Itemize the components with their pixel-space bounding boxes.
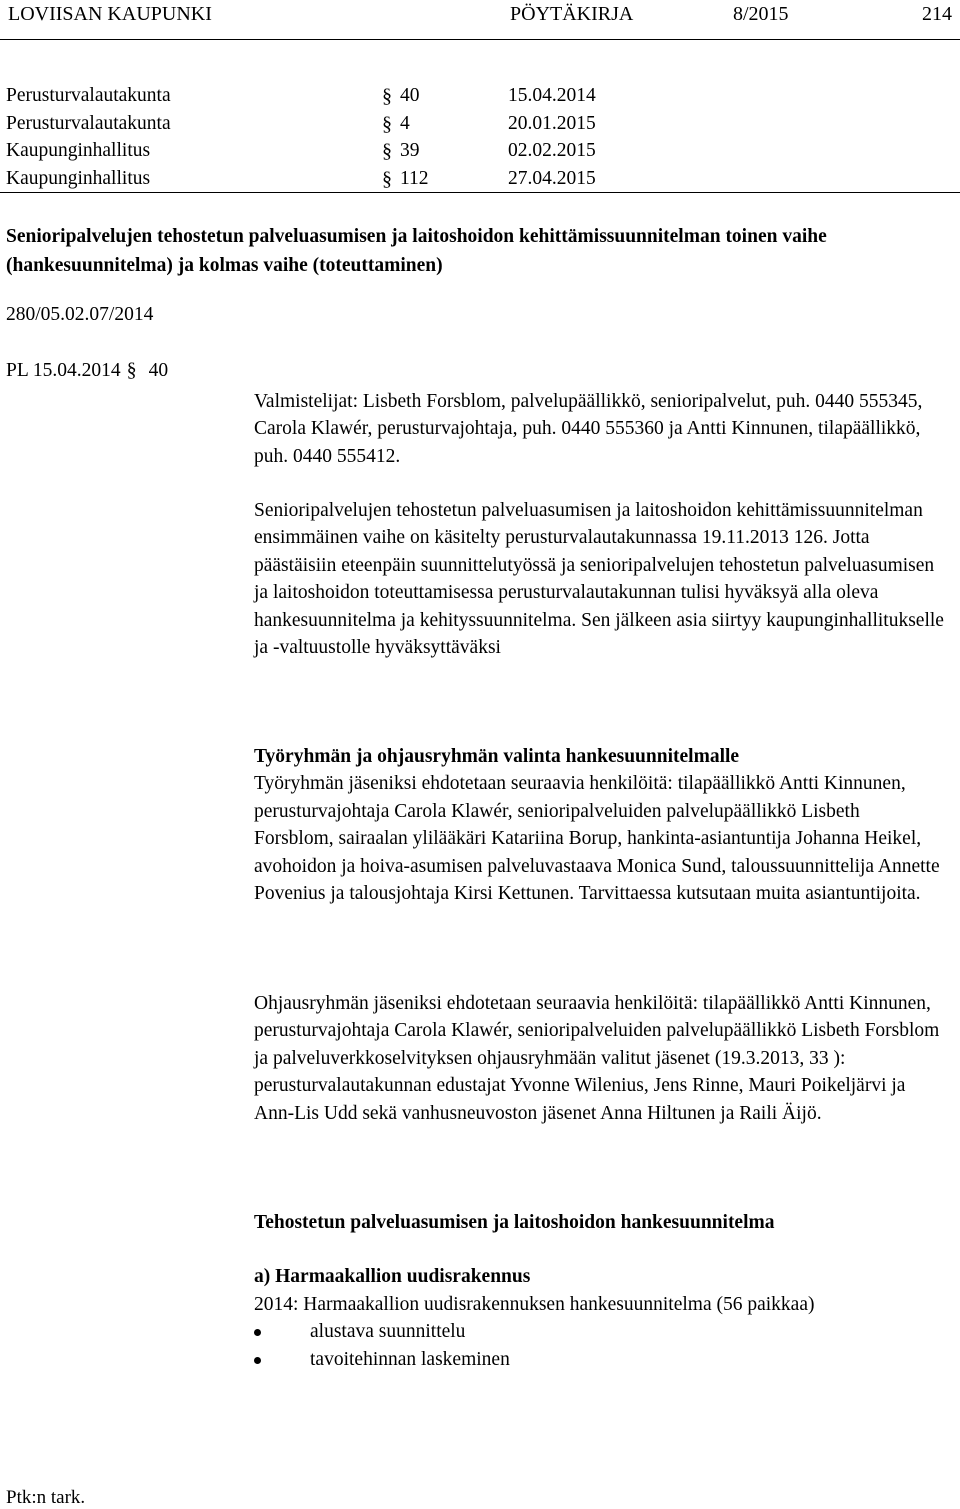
history-row: Kaupunginhallitus § 39 02.02.2015 (6, 140, 596, 162)
meeting-reference (6, 359, 174, 382)
meeting-label: PL 15.04.2014 (6, 360, 121, 381)
preparers-paragraph: Valmistelijat: Lisbeth Forsblom, palvelupäällikkö, senioripalvelut, puh. 0440 555345, Carola Klawér, perusturvajohtaja, puh. 0440 555360 ja Antti Kinnunen, tilapäällikkö, puh. 0440 555412. (254, 391, 923, 467)
page-number: 214 (922, 3, 952, 25)
list-item: alustava suunnittelu (254, 1318, 944, 1345)
plan-bullet-list (254, 1318, 944, 1373)
list-item: tavoitehinnan laskeminen (254, 1346, 944, 1373)
page-header (8, 3, 952, 29)
footer-label: Ptk:n tark. (6, 1487, 86, 1508)
meeting-section-number: 40 (148, 360, 169, 381)
document-type: PÖYTÄKIRJA (510, 3, 634, 25)
working-group-text: Työryhmän jäseniksi ehdotetaan seuraavia henkilöitä: tilapäällikkö Antti Kinnunen, perusturvajohtaja Carola Klawér, senioripalveluiden palvelupäällikkö Lisbeth Forsblom, sairaalan ylilääkäri Katariina Borup, hankinta-asiantuntija Johanna Heikel, avohoidon ja hoiva-asumisen palveluvastaava Monica Sund, taloussuunnittelija Annette Povenius ja talousjohtaja Kirsi Kettunen. Tarvittaessa kutsutaan muita asiantuntijoita. (254, 773, 940, 905)
plan-text: 2014: Harmaakallion uudisrakennuksen hankesuunnitelma (56 paikkaa) (254, 1293, 815, 1315)
history-row: Perusturvalautakunta § 4 20.01.2015 (6, 113, 596, 135)
history-row: Perusturvalautakunta § 40 15.04.2014 (6, 85, 596, 107)
section-sign-icon: § (382, 113, 392, 135)
reference-number: 280/05.02.07/2014 (6, 304, 154, 325)
section-sign-icon: § (382, 140, 392, 162)
history-divider (0, 192, 960, 193)
plan-heading: Tehostetun palveluasumisen ja laitoshoidon hankesuunnitelma (254, 1212, 775, 1233)
intro-paragraph: Senioripalvelujen tehostetun palveluasumisen ja laitoshoidon kehittämissuunnitelman ensimmäinen vaihe on käsitelty perusturvalautakunnassa 19.11.2013 126. Jotta päästäisiin eteenpäin suunnittelutyössä ja senioripalvelujen tehostetun palveluasumisen ja laitoshoidon toteuttamisessa perusturvalautakunnan tulisi hyväksyä alla oleva hankesuunnitelma ja kehityssuunnitelma. Sen jälkeen asia siirtyy kaupunginhallitukselle ja -valtuustolle hyväksyttäväksi (254, 500, 944, 659)
section-sign-icon: § (382, 85, 392, 107)
steering-group-paragraph: Ohjausryhmän jäseniksi ehdotetaan seuraavia henkilöitä: tilapäällikkö Antti Kinnunen, perusturvajohtaja Carola Klawér, senioripalveluiden palvelupäällikkö Lisbeth Forsblom ja palveluverkkoselvityksen ohjausryhmään valitut jäsenet (19.3.2013, 33 ): perusturvalautakunnan edustajat Yvonne Wilenius, Jens Rinne, Mauri Poikeljärvi ja Ann-Lis Udd sekä vanhusneuvoston jäsenet Anna Hiltunen ja Raili Äijö. (254, 993, 940, 1124)
header-divider (0, 39, 960, 40)
issue-number: 8/2015 (733, 3, 789, 25)
history-row: Kaupunginhallitus § 112 27.04.2015 (6, 168, 596, 190)
plan-subheading: a) Harmaakallion uudisrakennus (254, 1266, 531, 1288)
agenda-item-title: Senioripalvelujen tehostetun palveluasumisen ja laitoshoidon kehittämissuunnitelman toinen vaihe (hankesuunnitelma) ja kolmas vaihe (toteuttaminen) (6, 226, 827, 276)
section-sign-icon: § (126, 359, 137, 381)
working-group-heading: Työryhmän ja ohjausryhmän valinta hankesuunnitelmalle (254, 746, 740, 767)
section-sign-icon: § (382, 168, 392, 190)
municipality-name: LOVIISAN KAUPUNKI (8, 3, 212, 25)
working-group-section (254, 743, 944, 907)
plan-section (254, 1209, 944, 1373)
